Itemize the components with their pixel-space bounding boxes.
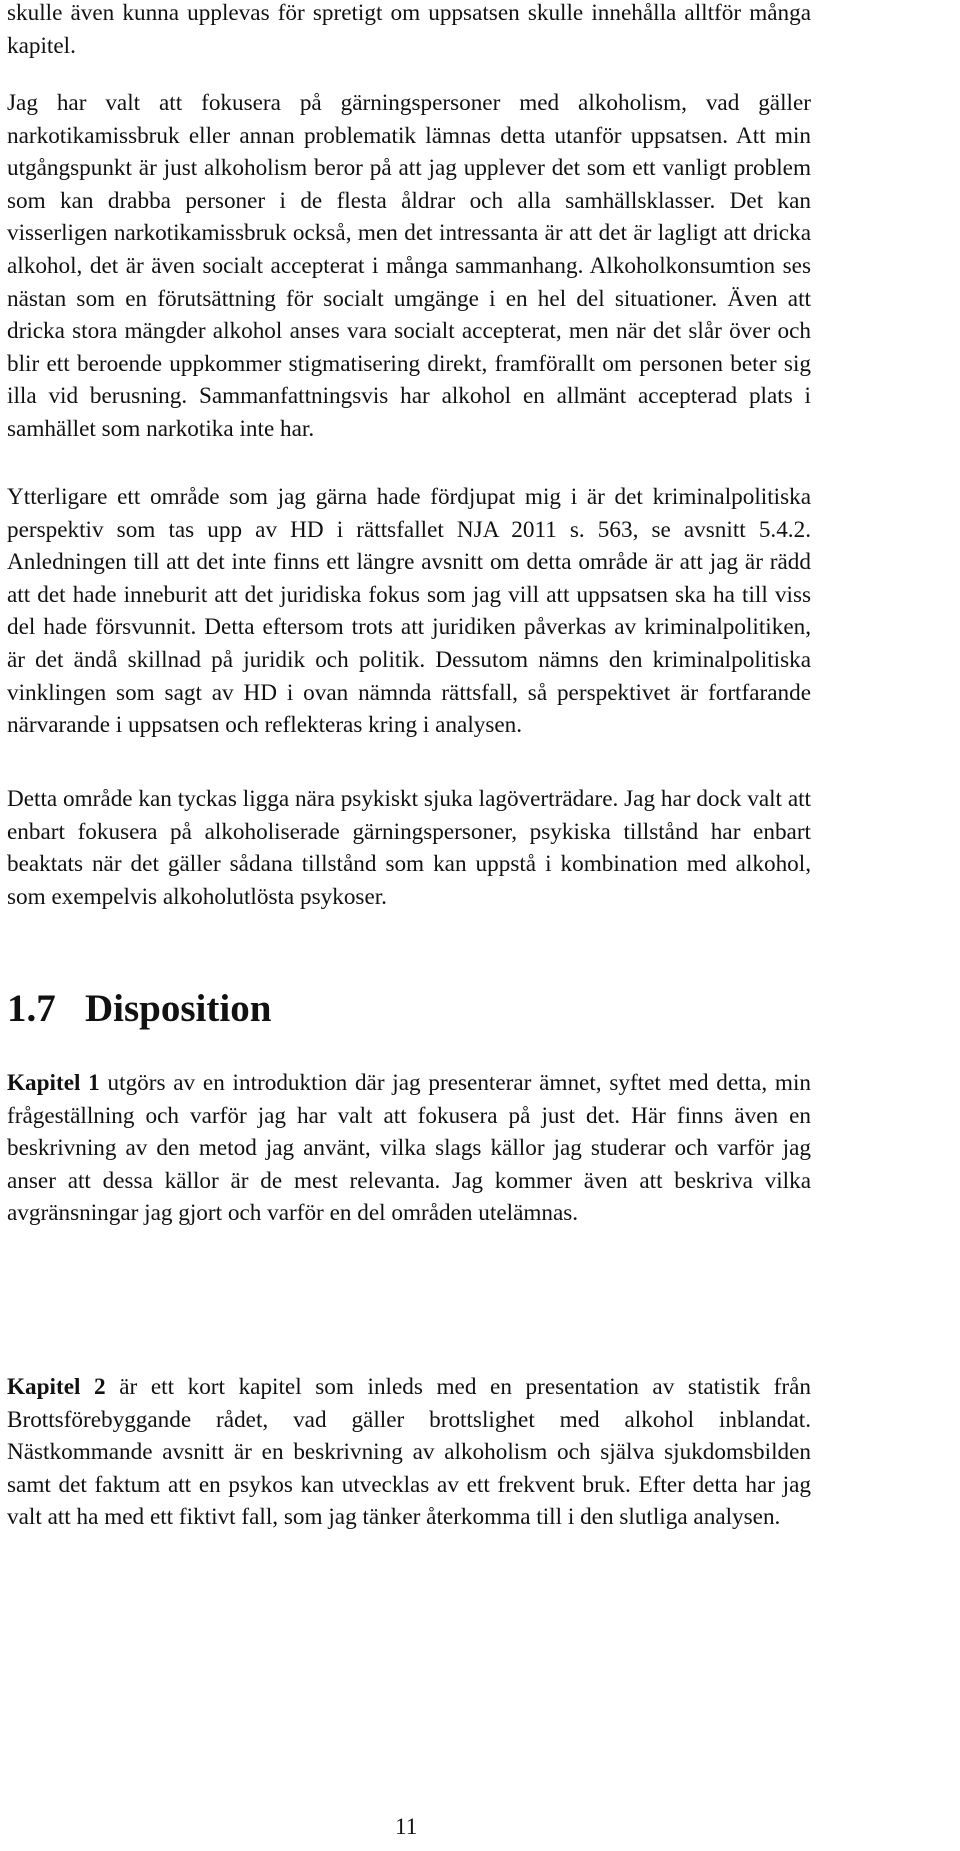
paragraph-criminal-policy: Ytterligare ett område som jag gärna hade fördjupat mig i är det kriminalpolitiska perspektiv som tas upp av HD i rättsfallet NJA 2011 s. 563, se avsnitt 5.4.2. Anledningen till att det inte finns ett längre avsnitt om detta område är att jag är rädd att det hade inneburit att det juridiska fokus som jag vill att uppsatsen ska ha till viss del hade försvunnit. Detta eftersom trots att juridiken påverkas av kriminalpolitiken, är det ändå skillnad på juridik och politik. Dessutom nämns den kriminalpolitiska vinklingen som sagt av HD i ovan nämnda rättsfall, så perspektivet är fortfarande närvarande i uppsatsen och reflekteras kring i analysen.: [7, 484, 811, 739]
kapitel-1-text: utgörs av en introduktion där jag presenterar ämnet, syftet med detta, min frågeställning och varför jag har valt att fokusera på just det. Här finns även en beskrivning av den metod jag använt, vilka slags källor jag studerar och varför jag anser att dessa källor är de mest relevanta. Jag kommer även att beskriva vilka avgränsningar jag gjort och varför en del områden utelämnas.: [7, 1070, 811, 1227]
paragraph-kapitel-2: [7, 1371, 811, 1534]
section-title: Disposition: [85, 987, 272, 1030]
section-heading: [7, 984, 271, 1034]
kapitel-1-label: Kapitel 1: [7, 1070, 100, 1096]
paragraph-alcoholism-focus: Jag har valt att fokusera på gärningspersoner med alkoholism, vad gäller narkotikamissbruk eller annan problematik lämnas detta utanför uppsatsen. Att min utgångspunkt är just alkoholism beror på att jag upplever det som ett vanligt problem som kan drabba personer i de flesta åldrar och alla samhällsklasser. Det kan visserligen narkotikamissbruk också, men det intressanta är att det är lagligt att dricka alkohol, det är även socialt accepterat i många sammanhang. Alkoholkonsumtion ses nästan som en förutsättning för socialt umgänge i en hel del situationer. Även att dricka stora mängder alkohol anses vara socialt accepterat, men när det slår över och blir ett beroende uppkommer stigmatisering direkt, framförallt om personen beter sig illa vid berusning. Sammanfattningsvis har alkohol en allmänt accepterad plats i samhället som narkotika inte har.: [7, 90, 811, 442]
kapitel-2-text: är ett kort kapitel som inleds med en presentation av statistik från Brottsförebyggande rådet, vad gäller brottslighet med alkohol inblandat. Nästkommande avsnitt är en beskrivning av alkoholism och själva sjukdomsbilden samt det faktum att en psykos kan utvecklas av ett frekvent bruk. Efter detta har jag valt att ha med ett fiktivt fall, som jag tänker återkomma till i den slutliga analysen.: [7, 1374, 811, 1531]
paragraph-scope-continuation: skulle även kunna upplevas för spretigt om uppsatsen skulle innehålla alltför många kapitel.: [7, 0, 811, 59]
page-number: 11: [395, 1814, 418, 1840]
paragraph-mental-illness: Detta område kan tyckas ligga nära psykiskt sjuka lagöverträdare. Jag har dock valt att enbart fokusera på alkoholiserade gärningspersoner, psykiska tillstånd har enbart beaktats när det gäller sådana tillstånd som kan uppstå i kombination med alkohol, som exempelvis alkoholutlösta psykoser.: [7, 786, 811, 910]
kapitel-2-label: Kapitel 2: [7, 1374, 106, 1400]
paragraph-kapitel-1: [7, 1067, 811, 1230]
section-number: 1.7: [7, 987, 56, 1030]
